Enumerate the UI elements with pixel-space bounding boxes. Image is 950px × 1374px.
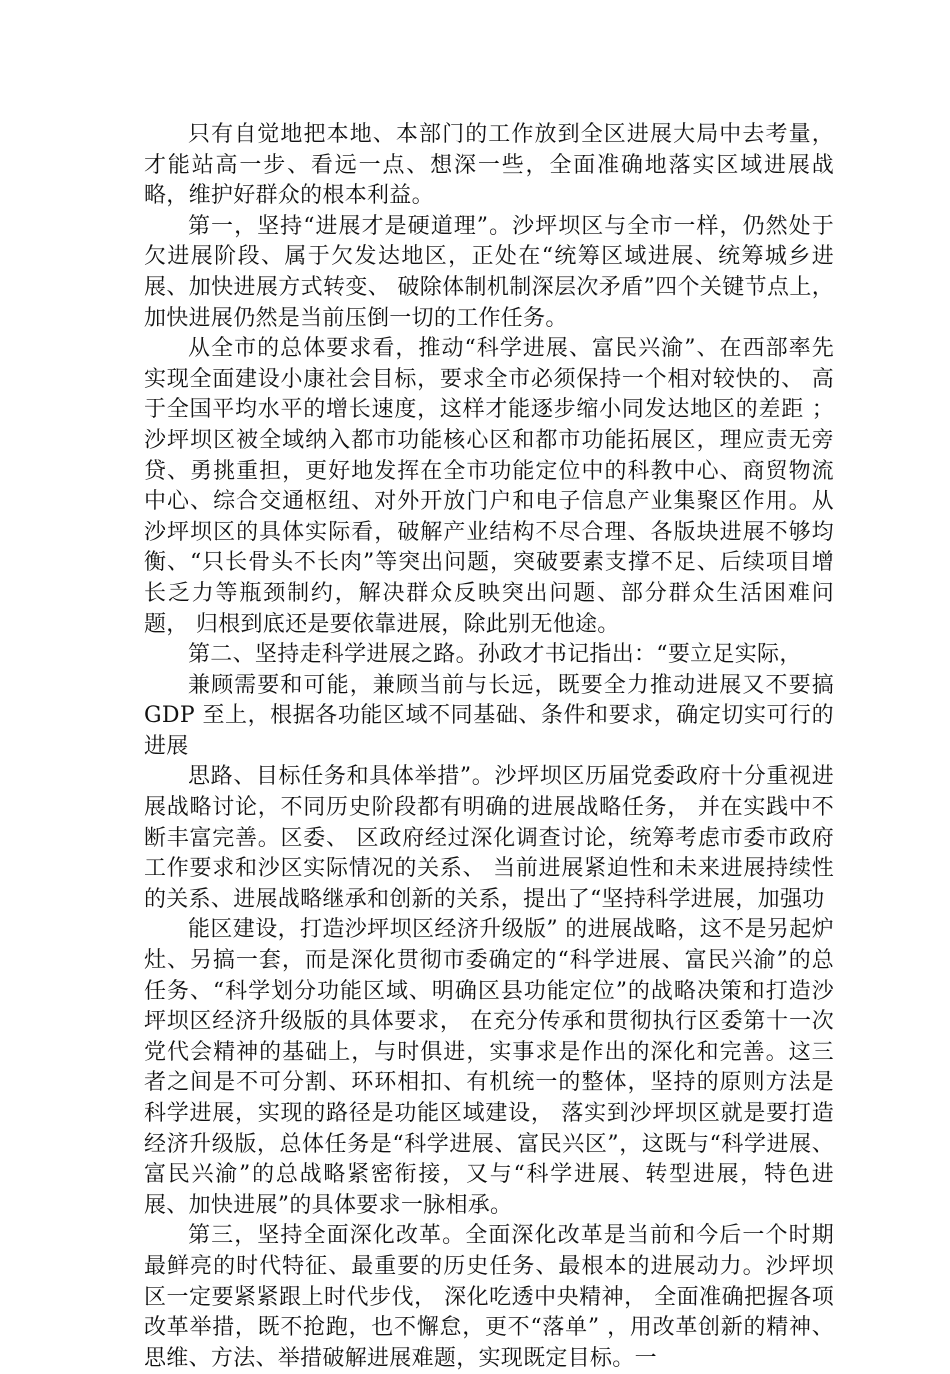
paragraph-intro: 只有自觉地把本地、本部门的工作放到全区进展大局中去考量，才能站高一步、看远一点、想深一些，全面准确地落实区域进展战略，维护好群众的根本利益。: [144, 122, 834, 209]
paragraph-strategy-thinking: 思路、目标任务和具体举措”。沙坪坝区历届党委政府十分重视进展战略讨论，不同历史阶段都有明确的进展战略任务， 并在实践中不断丰富完善。区委、 区政府经过深化调查讨论，统筹考虑市委市政府工作要求和沙区实际情况的关系、 当前进展紧迫性和未来进展持续性的关系、进展战略继承和创新的关系，提出了“坚持科学进展，加强功: [144, 764, 834, 912]
paragraph-first-point: 第一，坚持“进展才是硬道理”。沙坪坝区与全市一样，仍然处于欠进展阶段、属于欠发达地区，正处在“统筹区域进展、统筹城乡进展、加快进展方式转变、 破除体制机制深层次矛盾”四个关键节点上，加快进展仍然是当前压倒一切的工作任务。: [144, 213, 834, 331]
paragraph-city-requirements: 从全市的总体要求看，推动“科学进展、富民兴渝”、在西部率先实现全面建设小康社会目标，要求全市必须保持一个相对较快的、 高于全国平均水平的增长速度，这样才能逐步缩小同发达地区的差距 ；沙坪坝区被全域纳入都市功能核心区和都市功能拓展区，理应责无旁贷、勇挑重担，更好地发挥在全市功能定位中的科教中心、商贸物流中心、综合交通枢纽、对外开放门户和电子信息产业集聚区作用。从沙坪坝区的具体实际看，破解产业结构不尽合理、各版块进展不够均衡、“只长骨头不长肉”等突出问题，突破要素支撑不足、后续项目增长乏力等瓶颈制约，解决群众反映突出问题、部分群众生活困难问题， 归根到底还是要依靠进展，除此别无他途。: [144, 336, 834, 637]
paragraph-second-point-quote: 兼顾需要和可能，兼顾当前与长远，既要全力推动进展又不要搞 GDP 至上，根据各功能区域不同基础、条件和要求，确定切实可行的进展: [144, 672, 834, 759]
paragraph-third-point: 第三，坚持全面深化改革。全面深化改革是当前和今后一个时期最鲜亮的时代特征、最重要的历史任务、最根本的进展动力。沙坪坝区一定要紧紧跟上时代步伐， 深化吃透中央精神， 全面准确把握各项改革举措，既不抢跑，也不懈怠，更不“落单” ，用改革创新的精神、思维、方法、举措破解进展难题，实现既定目标。一: [144, 1223, 834, 1371]
paragraph-second-point: 第二、坚持走科学进展之路。孙政才书记指出：“要立足实际，: [188, 642, 802, 668]
paragraph-functional-zone: 能区建设，打造沙坪坝区经济升级版” 的进展战略，这不是另起炉灶、另搞一套，而是深化贯彻市委确定的“科学进展、富民兴渝”的总任务、“科学划分功能区域、明确区县功能定位”的战略决策和打造沙坪坝区经济升级版的具体要求， 在充分传承和贯彻执行区委第十一次党代会精神的基础上，与时俱进，实事求是作出的深化和完善。这三者之间是不可分割、环环相扣、有机统一的整体，坚持的原则方法是科学进展，实现的路径是功能区域建设， 落实到沙坪坝区就是要打造经济升级版，总体任务是“科学进展、富民兴区”，这既与“科学进展、富民兴渝”的总战略紧密衔接，又与“科学进展、转型进展，特色进展、加快进展”的具体要求一脉相承。: [144, 917, 834, 1218]
document-body: [144, 120, 834, 1374]
